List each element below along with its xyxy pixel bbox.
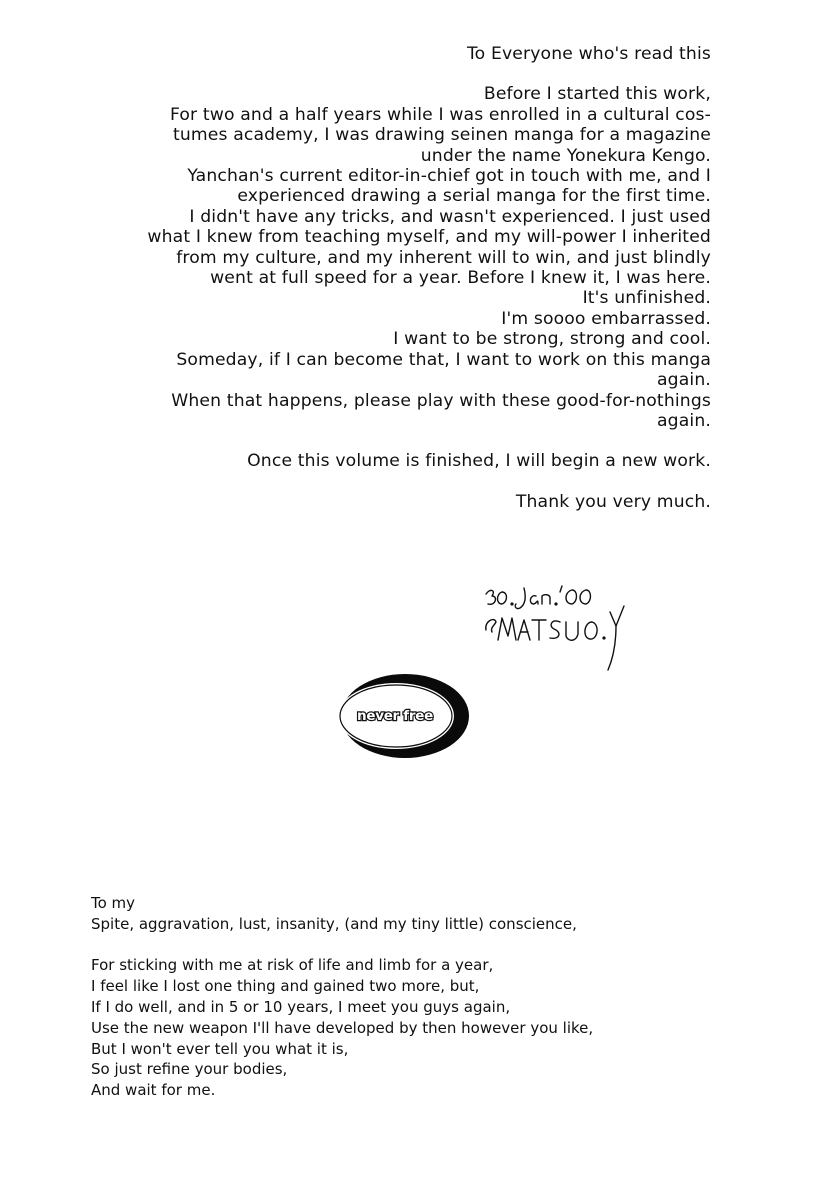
never-free-logo xyxy=(339,672,471,760)
letter-line: experienced drawing a serial manga for the first time. xyxy=(237,186,711,207)
thanks-line: Thank you very much. xyxy=(515,491,711,512)
dedication-line: So just refine your bodies, xyxy=(91,1060,288,1079)
letter-line: Yanchan's current editor-in-chief got in touch with me, and I xyxy=(187,166,711,187)
dedication-line: Use the new weapon I'll have developed by then however you like, xyxy=(91,1018,594,1037)
letter-line: I want to be strong, strong and cool. xyxy=(393,329,711,350)
signature-drawing xyxy=(480,582,640,674)
closing-note: Once this volume is finished, I will begin a new work. xyxy=(247,451,711,472)
spacer xyxy=(11,472,711,492)
afterword-letter xyxy=(11,44,711,512)
letter-line: I'm soooo embarrassed. xyxy=(501,308,711,329)
letter-heading: To Everyone who's read this xyxy=(466,44,711,64)
letter-line: what I knew from teaching myself, and my will-power I inherited xyxy=(147,227,711,248)
letter-line: again. xyxy=(656,410,711,431)
dedication-line: But I won't ever tell you what it is, xyxy=(91,1039,349,1058)
letter-line: Someday, if I can become that, I want to work on this manga xyxy=(176,349,711,370)
dedication-line: Spite, aggravation, lust, insanity, (and my tiny little) conscience, xyxy=(91,914,577,933)
logo-text: never free xyxy=(357,708,433,724)
dedication-line: And wait for me. xyxy=(91,1081,216,1100)
letter-line: under the name Yonekura Kengo. xyxy=(420,145,711,166)
spacer xyxy=(11,431,711,451)
dedication-line: If I do well, and in 5 or 10 years, I meet you guys again, xyxy=(91,997,511,1016)
dedication xyxy=(91,893,731,1101)
dedication-line: To my xyxy=(91,894,136,912)
spacer xyxy=(91,935,731,956)
spacer xyxy=(11,64,711,84)
letter-line: When that happens, please play with these good-for-nothings xyxy=(171,390,711,411)
letter-line: It's unfinished. xyxy=(582,288,711,309)
letter-line: Before I started this work, xyxy=(483,84,711,105)
dedication-line: For sticking with me at risk of life and limb for a year, xyxy=(91,956,494,975)
dedication-line: I feel like I lost one thing and gained two more, but, xyxy=(91,977,480,996)
handwritten-signature xyxy=(480,582,640,674)
letter-line: For two and a half years while I was enrolled in a cultural cos- xyxy=(169,104,711,125)
letter-line: went at full speed for a year. Before I knew it, I was here. xyxy=(210,268,711,289)
letter-line: I didn't have any tricks, and wasn't experienced. I just used xyxy=(189,206,711,227)
letter-line: tumes academy, I was drawing seinen manga for a magazine xyxy=(172,125,711,146)
letter-line: again. xyxy=(656,370,711,391)
letter-line: from my culture, and my inherent will to win, and just blindly xyxy=(176,247,711,268)
